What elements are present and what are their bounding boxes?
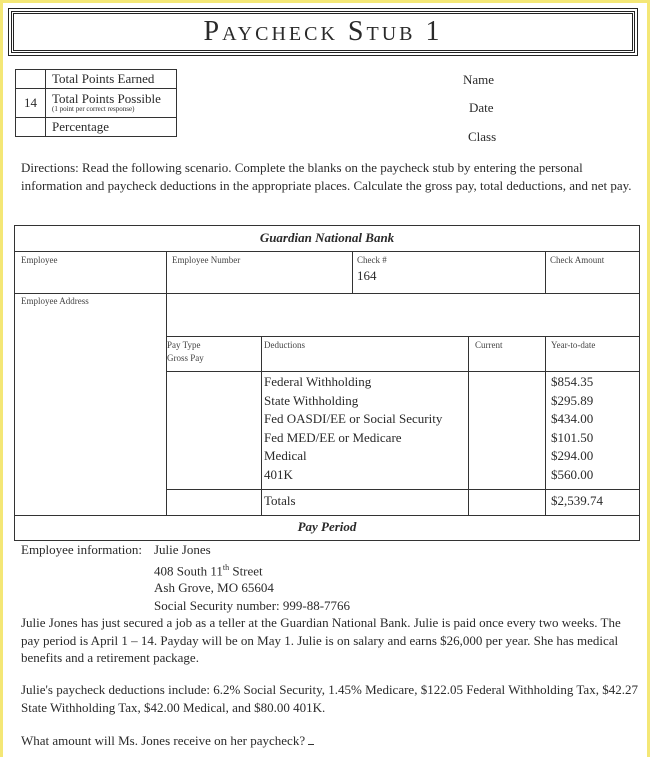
deduction-name: Federal Withholding [264,374,372,389]
deduction-name: Fed MED/EE or Medicare [264,429,402,445]
deduction-ytd: $101.50 [551,429,594,445]
employee-label: Employee [21,255,58,265]
check-amount-label: Check Amount [550,255,605,265]
pay-type-label: Pay Type [167,340,201,350]
current-label: Current [475,340,503,350]
deduction-ytd: $854.35 [551,374,594,389]
name-label: Name [463,72,495,87]
employee-name: Julie Jones [154,542,211,557]
points-table [15,69,177,137]
deduction-ytd-values [551,373,593,484]
points-possible-label: Total Points Possible [52,91,161,106]
answer-blank[interactable] [308,732,314,745]
date-label: Date [469,100,494,115]
employee-city: Ash Grove, MO 65604 [154,580,274,596]
gross-pay-label: Gross Pay [167,353,204,363]
employee-number-label: Employee Number [172,255,241,265]
deduction-ytd: $434.00 [551,411,594,426]
pay-period-label: Pay Period [297,519,357,534]
class-label: Class [468,129,497,144]
employee-ssn: Social Security number: 999-88-7766 [154,597,351,613]
totals-ytd: $2,539.74 [551,493,603,508]
employee-street: 408 South 11th Street [154,562,263,578]
directions-text: Directions: Read the following scenario. Complete the blanks on the paycheck stub by entering the personal information and paycheck deductions in the appropriate places. Calculate the gross pay, total deductions, and net pay. [21,160,632,193]
deduction-names [264,373,442,484]
check-number-label: Check # [357,255,387,265]
employee-info-block [154,541,350,614]
ytd-label: Year-to-date [551,340,596,350]
deductions-text: Julie's paycheck deductions include: 6.2% Social Security, 1.45% Medicare, $122.05 Federal Withholding Tax, $42.27 State Withholding Tax, $42.00 Medical, and $80.00 401K. [21,682,638,715]
points-possible-value: 14 [16,89,46,118]
deduction-ytd: $560.00 [551,466,594,482]
deduction-ytd: $294.00 [551,448,594,463]
deductions-label: Deductions [264,340,305,350]
totals-label: Totals [264,493,296,508]
bank-name: Guardian National Bank [259,230,395,245]
deduction-name: Fed OASDI/EE or Social Security [264,411,443,426]
points-possible-note: (1 point per correct response) [52,105,135,113]
paycheck-stub [14,225,640,541]
question-text: What amount will Ms. Jones receive on her paycheck? [21,732,314,750]
percentage-label: Percentage [46,118,177,137]
scenario-text: Julie Jones has just secured a job as a teller at the Guardian National Bank. Julie is paid once every two weeks. The pay period is April 1 – 14. Payday will be on May 1. Julie is on salary and earns $26,000 per year. She has medical benefits and a retirement package. [21,615,621,665]
deduction-name: State Withholding [264,392,359,408]
worksheet [3,3,647,757]
page-title: Paycheck Stub 1 [203,16,443,47]
deduction-ytd: $295.89 [551,392,594,408]
deduction-name: 401K [264,466,293,482]
check-number-value: 164 [357,268,377,283]
points-earned-label: Total Points Earned [46,70,177,89]
employee-info-label: Employee information: [21,542,142,557]
deduction-name: Medical [264,448,307,463]
title-box [11,11,635,53]
employee-address-label: Employee Address [21,296,89,306]
